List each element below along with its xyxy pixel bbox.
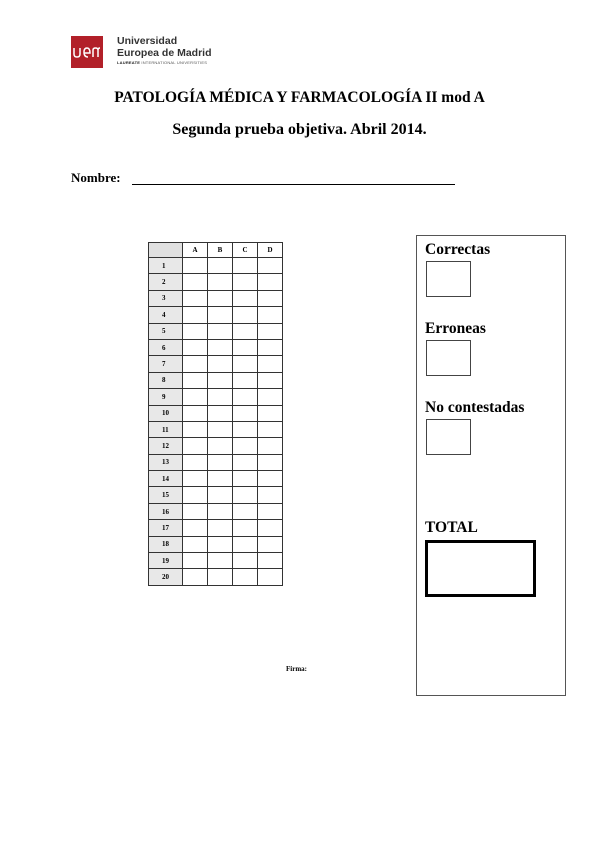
- answer-grid-header: [149, 243, 283, 258]
- question-number: 8: [149, 372, 183, 388]
- answer-row: [149, 569, 283, 585]
- page-title: PATOLOGÍA MÉDICA Y FARMACOLOGÍA II mod A: [114, 89, 485, 106]
- answer-cell-b[interactable]: [208, 372, 233, 388]
- question-number: 10: [149, 405, 183, 421]
- question-number: 6: [149, 339, 183, 355]
- answer-cell-c[interactable]: [233, 307, 258, 323]
- answer-cell-c[interactable]: [233, 421, 258, 437]
- answer-cell-d[interactable]: [258, 553, 283, 569]
- answer-cell-c[interactable]: [233, 356, 258, 372]
- answer-cell-a[interactable]: [183, 405, 208, 421]
- answer-cell-d[interactable]: [258, 323, 283, 339]
- answer-cell-b[interactable]: [208, 438, 233, 454]
- question-number: 15: [149, 487, 183, 503]
- answer-cell-b[interactable]: [208, 389, 233, 405]
- answer-cell-b[interactable]: [208, 487, 233, 503]
- answer-cell-a[interactable]: [183, 421, 208, 437]
- answer-cell-d[interactable]: [258, 520, 283, 536]
- column-header-d: D: [258, 243, 283, 258]
- answer-cell-a[interactable]: [183, 356, 208, 372]
- answer-cell-c[interactable]: [233, 372, 258, 388]
- answer-row: [149, 520, 283, 536]
- answer-cell-c[interactable]: [233, 405, 258, 421]
- answer-row: [149, 290, 283, 306]
- answer-cell-a[interactable]: [183, 258, 208, 274]
- answer-cell-d[interactable]: [258, 487, 283, 503]
- answer-cell-b[interactable]: [208, 503, 233, 519]
- answer-cell-d[interactable]: [258, 421, 283, 437]
- name-field[interactable]: [132, 184, 455, 185]
- uem-logo-icon: [71, 36, 103, 68]
- answer-cell-d[interactable]: [258, 503, 283, 519]
- answer-cell-a[interactable]: [183, 339, 208, 355]
- answer-cell-b[interactable]: [208, 290, 233, 306]
- column-header-c: C: [233, 243, 258, 258]
- unanswered-label: No contestadas: [425, 399, 525, 416]
- answer-cell-a[interactable]: [183, 454, 208, 470]
- answer-cell-b[interactable]: [208, 471, 233, 487]
- answer-cell-b[interactable]: [208, 356, 233, 372]
- answer-row: [149, 258, 283, 274]
- answer-cell-d[interactable]: [258, 471, 283, 487]
- correct-count-box[interactable]: [426, 261, 471, 297]
- answer-cell-b[interactable]: [208, 569, 233, 585]
- question-number: 3: [149, 290, 183, 306]
- answer-row: [149, 503, 283, 519]
- column-header-a: A: [183, 243, 208, 258]
- correct-label: Correctas: [425, 241, 491, 258]
- answer-cell-b[interactable]: [208, 421, 233, 437]
- logo-name-line: Europea de Madrid: [117, 47, 212, 59]
- unanswered-count-box[interactable]: [426, 419, 471, 455]
- answer-cell-a[interactable]: [183, 520, 208, 536]
- answer-row: [149, 307, 283, 323]
- answer-row: [149, 339, 283, 355]
- question-number: 18: [149, 536, 183, 552]
- question-number: 12: [149, 438, 183, 454]
- answer-cell-d[interactable]: [258, 307, 283, 323]
- total-box[interactable]: [425, 540, 536, 597]
- answer-cell-c[interactable]: [233, 454, 258, 470]
- answer-row: [149, 421, 283, 437]
- answer-cell-b[interactable]: [208, 339, 233, 355]
- answer-row: [149, 471, 283, 487]
- answer-cell-c[interactable]: [233, 553, 258, 569]
- question-number: 14: [149, 471, 183, 487]
- wrong-count-box[interactable]: [426, 340, 471, 376]
- name-label: Nombre:: [71, 170, 121, 185]
- answer-cell-b[interactable]: [208, 307, 233, 323]
- answer-cell-b[interactable]: [208, 258, 233, 274]
- answer-row: [149, 372, 283, 388]
- answer-cell-d[interactable]: [258, 258, 283, 274]
- answer-cell-d[interactable]: [258, 356, 283, 372]
- answer-cell-a[interactable]: [183, 372, 208, 388]
- question-number: 2: [149, 274, 183, 290]
- university-logo: [71, 34, 221, 74]
- answer-cell-a[interactable]: [183, 307, 208, 323]
- answer-cell-d[interactable]: [258, 405, 283, 421]
- question-number: 17: [149, 520, 183, 536]
- answer-cell-a[interactable]: [183, 553, 208, 569]
- answer-cell-a[interactable]: [183, 323, 208, 339]
- answer-row: [149, 274, 283, 290]
- question-number: 4: [149, 307, 183, 323]
- answer-row: [149, 487, 283, 503]
- answer-cell-c[interactable]: [233, 471, 258, 487]
- answer-cell-c[interactable]: [233, 487, 258, 503]
- answer-cell-b[interactable]: [208, 454, 233, 470]
- answer-cell-c[interactable]: [233, 520, 258, 536]
- answer-cell-c[interactable]: [233, 323, 258, 339]
- answer-cell-b[interactable]: [208, 274, 233, 290]
- answer-cell-d[interactable]: [258, 569, 283, 585]
- answer-cell-b[interactable]: [208, 405, 233, 421]
- answer-row: [149, 553, 283, 569]
- answer-cell-d[interactable]: [258, 372, 283, 388]
- answer-cell-a[interactable]: [183, 389, 208, 405]
- question-number: 7: [149, 356, 183, 372]
- answer-cell-c[interactable]: [233, 290, 258, 306]
- question-number: 13: [149, 454, 183, 470]
- logo-laureate-line: [117, 59, 212, 67]
- answer-cell-a[interactable]: [183, 536, 208, 552]
- question-number: 19: [149, 553, 183, 569]
- logo-university-line: Universidad: [117, 35, 178, 47]
- question-number: 20: [149, 569, 183, 585]
- answer-grid-corner: [149, 243, 183, 258]
- answer-cell-c[interactable]: [233, 389, 258, 405]
- answer-row: [149, 438, 283, 454]
- answer-cell-c[interactable]: [233, 258, 258, 274]
- answer-cell-b[interactable]: [208, 520, 233, 536]
- question-number: 5: [149, 323, 183, 339]
- answer-cell-d[interactable]: [258, 536, 283, 552]
- answer-cell-c[interactable]: [233, 536, 258, 552]
- answer-row: [149, 454, 283, 470]
- signature-label: Firma:: [286, 665, 307, 673]
- wrong-label: Erroneas: [425, 320, 486, 337]
- answer-cell-d[interactable]: [258, 290, 283, 306]
- page-subtitle: Segunda prueba objetiva. Abril 2014.: [172, 121, 427, 138]
- answer-row: [149, 405, 283, 421]
- answer-grid: [148, 242, 283, 586]
- answer-cell-b[interactable]: [208, 553, 233, 569]
- logo-laureate-rest: INTERNATIONAL UNIVERSITIES: [140, 60, 208, 65]
- answer-cell-b[interactable]: [208, 536, 233, 552]
- question-number: 9: [149, 389, 183, 405]
- column-header-b: B: [208, 243, 233, 258]
- answer-cell-a[interactable]: [183, 274, 208, 290]
- score-panel: [416, 235, 566, 696]
- question-number: 11: [149, 421, 183, 437]
- answer-row: [149, 389, 283, 405]
- answer-cell-a[interactable]: [183, 438, 208, 454]
- answer-cell-b[interactable]: [208, 323, 233, 339]
- answer-cell-d[interactable]: [258, 339, 283, 355]
- answer-row: [149, 356, 283, 372]
- answer-cell-a[interactable]: [183, 471, 208, 487]
- answer-cell-a[interactable]: [183, 290, 208, 306]
- answer-cell-a[interactable]: [183, 569, 208, 585]
- answer-cell-c[interactable]: [233, 569, 258, 585]
- question-number: 1: [149, 258, 183, 274]
- answer-cell-d[interactable]: [258, 454, 283, 470]
- answer-cell-c[interactable]: [233, 274, 258, 290]
- answer-cell-c[interactable]: [233, 438, 258, 454]
- logo-laureate-bold: LAUREATE: [117, 60, 141, 65]
- answer-cell-d[interactable]: [258, 274, 283, 290]
- answer-cell-c[interactable]: [233, 503, 258, 519]
- total-label: TOTAL: [425, 519, 478, 536]
- answer-row: [149, 323, 283, 339]
- question-number: 16: [149, 503, 183, 519]
- answer-cell-a[interactable]: [183, 503, 208, 519]
- answer-cell-c[interactable]: [233, 339, 258, 355]
- answer-cell-d[interactable]: [258, 389, 283, 405]
- answer-cell-a[interactable]: [183, 487, 208, 503]
- answer-cell-d[interactable]: [258, 438, 283, 454]
- answer-row: [149, 536, 283, 552]
